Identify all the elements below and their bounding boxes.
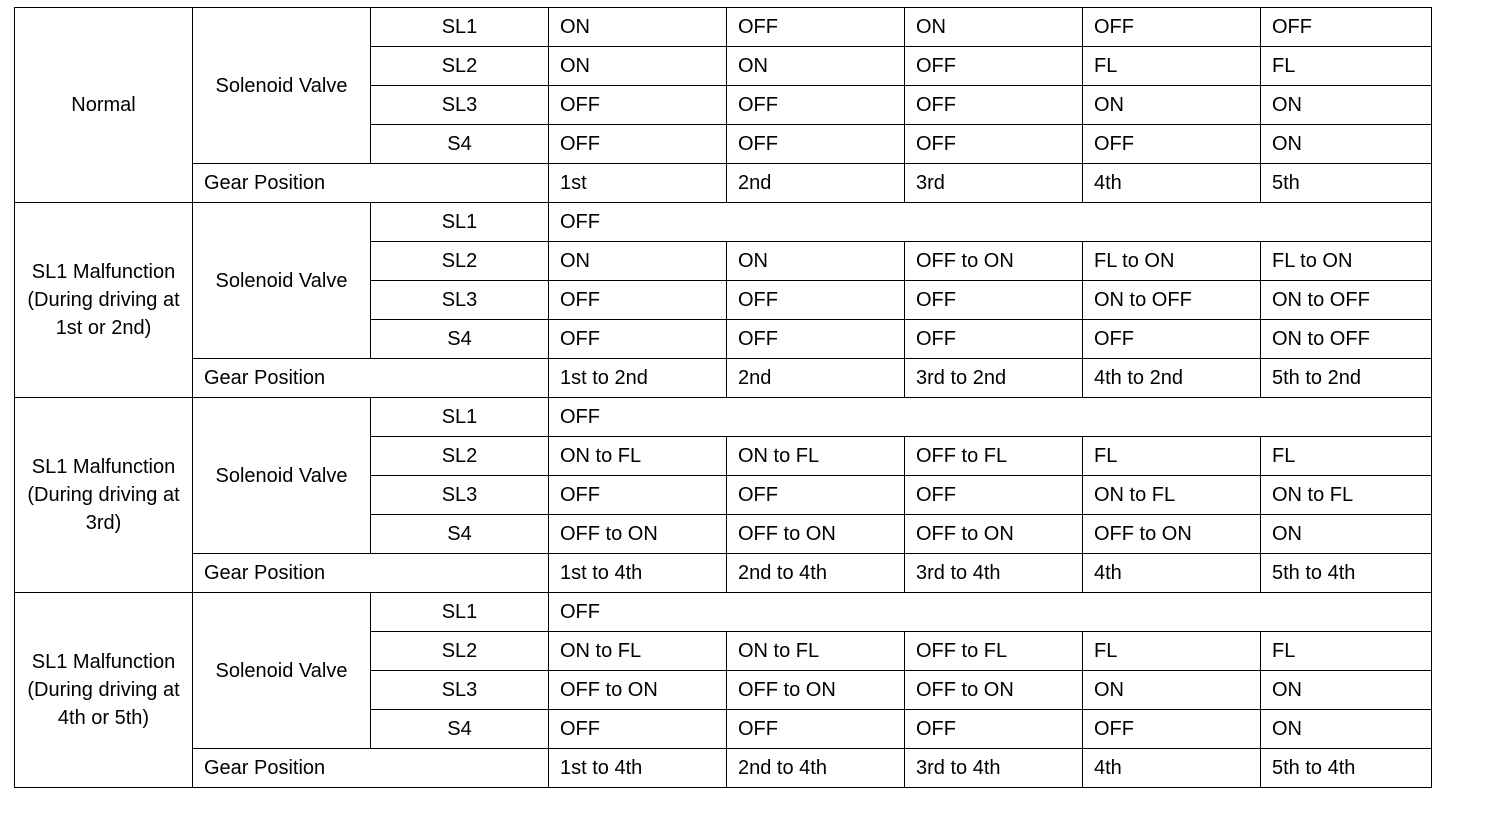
solenoid-name: SL1 [371,203,549,242]
gear-position-cell: 5th to 4th [1261,749,1432,788]
gear-position-cell: 3rd [905,164,1083,203]
solenoid-state-cell: OFF to ON [549,515,727,554]
solenoid-state-cell: ON to FL [1261,476,1432,515]
gear-position-cell: 5th to 4th [1261,554,1432,593]
solenoid-state-cell: OFF [549,125,727,164]
solenoid-name: SL2 [371,47,549,86]
table-body [15,8,1432,788]
solenoid-state-cell: ON [727,47,905,86]
gear-position-cell: 4th to 2nd [1083,359,1261,398]
solenoid-state-cell: OFF [1083,710,1261,749]
gear-position-label: Gear Position [193,554,549,593]
solenoid-state-cell: ON [1261,515,1432,554]
gear-position-label: Gear Position [193,749,549,788]
solenoid-state-cell: ON [1261,86,1432,125]
solenoid-state-cell: OFF [727,125,905,164]
gear-position-cell: 2nd [727,164,905,203]
solenoid-name: SL1 [371,8,549,47]
solenoid-state-cell: ON [1261,671,1432,710]
solenoid-state-cell: ON to OFF [1261,281,1432,320]
solenoid-name: S4 [371,125,549,164]
solenoid-state-cell: FL [1261,437,1432,476]
solenoid-state-cell: FL [1083,437,1261,476]
solenoid-state-cell: OFF to ON [905,515,1083,554]
solenoid-state-cell: ON to FL [727,632,905,671]
gear-position-cell: 1st [549,164,727,203]
solenoid-state-cell: ON to OFF [1083,281,1261,320]
solenoid-state-cell: FL [1083,47,1261,86]
solenoid-state-cell: OFF [727,320,905,359]
solenoid-state-cell: OFF to ON [905,671,1083,710]
solenoid-state-cell: OFF [905,125,1083,164]
solenoid-state-cell: ON [1261,125,1432,164]
solenoid-state-cell: OFF [905,47,1083,86]
solenoid-state-cell: OFF [727,86,905,125]
solenoid-state-cell: ON [1261,710,1432,749]
gear-position-cell: 2nd to 4th [727,554,905,593]
condition-cell: SL1 Malfunction (During driving at 3rd) [15,398,193,593]
solenoid-state-cell: OFF [727,710,905,749]
solenoid-state-cell: ON to FL [727,437,905,476]
solenoid-valve-label: Solenoid Valve [193,398,371,554]
gear-position-cell: 3rd to 4th [905,749,1083,788]
gear-position-cell: 1st to 4th [549,554,727,593]
solenoid-state-cell: ON to FL [549,437,727,476]
solenoid-name: SL2 [371,242,549,281]
gear-position-row [15,749,1432,788]
solenoid-state-cell: OFF [727,281,905,320]
solenoid-state-cell: OFF [905,320,1083,359]
solenoid-valve-label: Solenoid Valve [193,203,371,359]
solenoid-state-cell: OFF [549,593,1432,632]
solenoid-state-cell: ON [1083,671,1261,710]
solenoid-state-cell: OFF [905,281,1083,320]
solenoid-name: S4 [371,710,549,749]
gear-position-row [15,359,1432,398]
gear-position-cell: 1st to 2nd [549,359,727,398]
solenoid-state-cell: ON to OFF [1261,320,1432,359]
solenoid-state-cell: OFF [1083,8,1261,47]
solenoid-state-cell: OFF [1083,125,1261,164]
gear-position-cell: 3rd to 2nd [905,359,1083,398]
gear-position-row [15,164,1432,203]
condition-cell: Normal [15,8,193,203]
solenoid-state-cell: OFF to ON [727,515,905,554]
solenoid-state-cell: ON to FL [1083,476,1261,515]
solenoid-name: SL1 [371,593,549,632]
solenoid-state-cell: OFF [727,8,905,47]
gear-position-label: Gear Position [193,164,549,203]
solenoid-state-cell: OFF to ON [549,671,727,710]
gear-position-cell: 1st to 4th [549,749,727,788]
gear-position-row [15,554,1432,593]
gear-position-cell: 3rd to 4th [905,554,1083,593]
solenoid-name: SL3 [371,476,549,515]
solenoid-state-cell: OFF to ON [1083,515,1261,554]
solenoid-name: S4 [371,320,549,359]
solenoid-state-cell: OFF [549,86,727,125]
condition-cell: SL1 Malfunction (During driving at 1st or 2nd) [15,203,193,398]
solenoid-state-cell: OFF [727,476,905,515]
solenoid-state-cell: FL [1261,632,1432,671]
solenoid-state-cell: OFF [1261,8,1432,47]
solenoid-name: SL3 [371,86,549,125]
solenoid-state-cell: OFF [905,86,1083,125]
solenoid-state-cell: ON to FL [549,632,727,671]
condition-cell: SL1 Malfunction (During driving at 4th or 5th) [15,593,193,788]
gear-position-cell: 4th [1083,749,1261,788]
solenoid-name: SL2 [371,632,549,671]
solenoid-state-cell: ON [549,242,727,281]
solenoid-name: SL3 [371,671,549,710]
solenoid-state-cell: OFF to FL [905,632,1083,671]
solenoid-state-cell: OFF [905,476,1083,515]
solenoid-state-cell: FL to ON [1261,242,1432,281]
solenoid-state-cell: OFF [549,320,727,359]
solenoid-name: SL1 [371,398,549,437]
solenoid-name: SL2 [371,437,549,476]
solenoid-state-cell: ON [549,8,727,47]
solenoid-name: S4 [371,515,549,554]
solenoid-name: SL3 [371,281,549,320]
gear-position-cell: 2nd [727,359,905,398]
gear-position-cell: 5th [1261,164,1432,203]
table-row [15,398,1432,437]
solenoid-state-cell: OFF to FL [905,437,1083,476]
solenoid-state-cell: FL to ON [1083,242,1261,281]
gear-position-label: Gear Position [193,359,549,398]
table-row [15,203,1432,242]
solenoid-state-cell: ON [549,47,727,86]
table-row [15,593,1432,632]
solenoid-state-cell: OFF [549,203,1432,242]
solenoid-state-cell: OFF [549,476,727,515]
solenoid-state-cell: ON [1083,86,1261,125]
solenoid-valve-label: Solenoid Valve [193,8,371,164]
solenoid-state-cell: OFF to ON [905,242,1083,281]
solenoid-state-cell: OFF [549,710,727,749]
solenoid-state-cell: FL [1083,632,1261,671]
solenoid-state-cell: FL [1261,47,1432,86]
gear-position-cell: 4th [1083,164,1261,203]
gear-position-cell: 4th [1083,554,1261,593]
solenoid-valve-label: Solenoid Valve [193,593,371,749]
gear-position-cell: 2nd to 4th [727,749,905,788]
solenoid-gear-table [14,7,1432,788]
solenoid-state-cell: ON [727,242,905,281]
table-row [15,8,1432,47]
solenoid-state-cell: OFF [905,710,1083,749]
solenoid-state-cell: ON [905,8,1083,47]
solenoid-state-cell: OFF to ON [727,671,905,710]
gear-position-cell: 5th to 2nd [1261,359,1432,398]
solenoid-state-cell: OFF [549,281,727,320]
solenoid-state-cell: OFF [1083,320,1261,359]
solenoid-state-cell: OFF [549,398,1432,437]
